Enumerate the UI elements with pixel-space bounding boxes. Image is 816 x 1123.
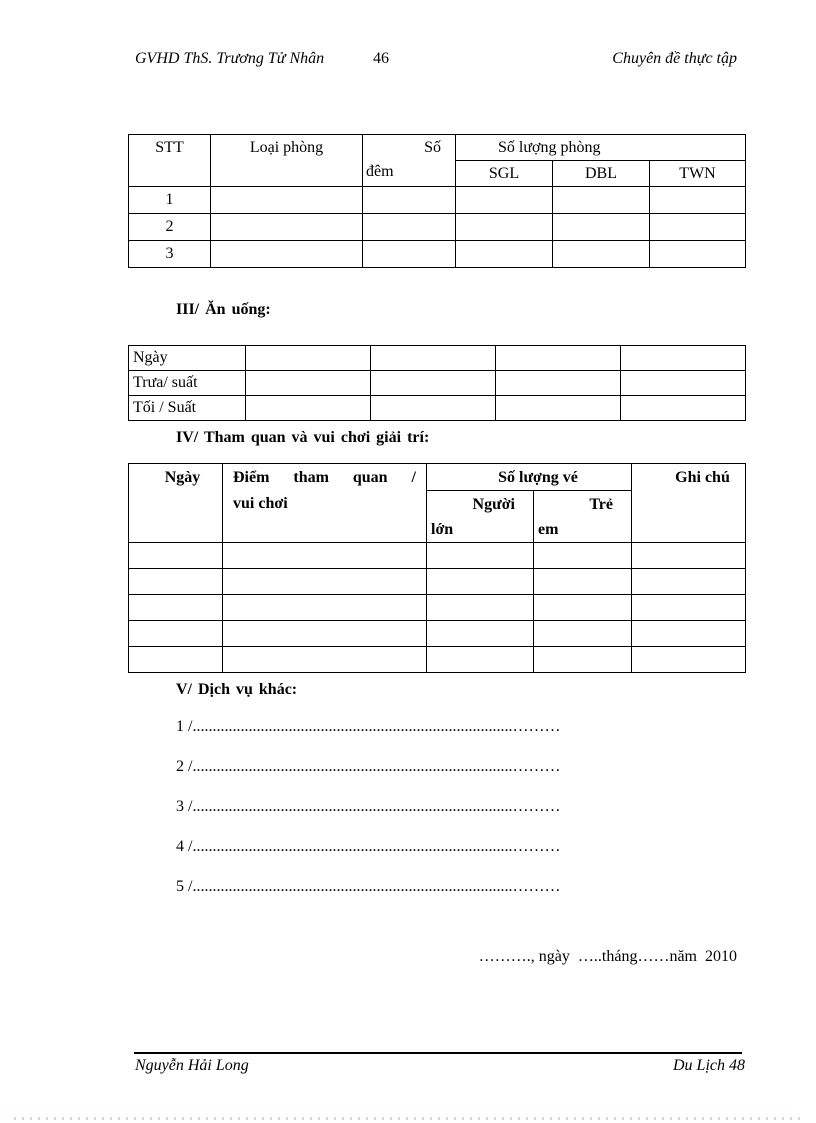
empty-cell: [632, 647, 746, 673]
tour-col-place-line2: vui chơi: [233, 495, 288, 512]
empty-cell: [650, 214, 746, 241]
room-col-dbl: DBL: [553, 161, 650, 187]
empty-cell: [496, 346, 621, 371]
empty-cell: [427, 621, 534, 647]
empty-cell: [371, 371, 496, 396]
empty-cell: [246, 346, 371, 371]
room-row-number: 2: [129, 214, 211, 241]
service-line-number: 4 /: [176, 838, 193, 855]
room-col-type: Loại phòng: [211, 135, 363, 187]
empty-cell: [496, 396, 621, 421]
service-line: [176, 797, 560, 817]
dotted-leader: ................................................................................………: [192, 838, 561, 855]
footer-class: Du Lịch 48: [673, 1057, 745, 1074]
empty-cell: [621, 371, 746, 396]
room-row-number: 3: [129, 241, 211, 268]
dotted-leader: ................................................................................………: [192, 798, 561, 815]
empty-cell: [211, 214, 363, 241]
empty-cell: [363, 187, 456, 214]
section-title-meals: III/ Ăn uống:: [176, 301, 271, 318]
empty-cell: [427, 569, 534, 595]
room-col-nights-line1: Số: [424, 139, 441, 156]
tour-col-adult-line2: lớn: [431, 521, 454, 538]
empty-cell: [534, 647, 632, 673]
empty-cell: [129, 647, 223, 673]
empty-cell: [427, 595, 534, 621]
tour-col-adult-line1: Người: [472, 496, 515, 513]
empty-cell: [363, 214, 456, 241]
empty-cell: [246, 396, 371, 421]
section-title-services: V/ Dịch vụ khác:: [176, 681, 298, 698]
room-table: [128, 134, 746, 268]
empty-cell: [223, 647, 427, 673]
room-col-nights-line2: đêm: [366, 163, 394, 180]
empty-cell: [223, 569, 427, 595]
tour-col-child-line2: em: [538, 521, 559, 538]
header-advisor: GVHD ThS. Trương Tử Nhân: [135, 50, 325, 67]
empty-cell: [553, 214, 650, 241]
tour-col-note: Ghi chú: [632, 464, 746, 543]
empty-cell: [246, 371, 371, 396]
empty-cell: [371, 346, 496, 371]
empty-cell: [427, 647, 534, 673]
word: /: [411, 469, 416, 486]
room-col-qty: Số lượng phòng: [456, 135, 746, 161]
empty-cell: [621, 396, 746, 421]
section-title-tour: IV/ Tham quan và vui chơi giải trí:: [176, 429, 430, 446]
empty-cell: [496, 371, 621, 396]
header-doc-title: Chuyên đề thực tập: [612, 50, 737, 67]
tour-col-child-line1: Trẻ: [589, 496, 613, 513]
empty-cell: [553, 241, 650, 268]
word: quan: [352, 469, 388, 486]
empty-cell: [129, 569, 223, 595]
empty-cell: [223, 621, 427, 647]
empty-cell: [534, 569, 632, 595]
meals-row-label: Tối / Suất: [129, 396, 246, 421]
tour-col-adult: [427, 491, 534, 543]
tour-table: [128, 463, 746, 673]
service-line: [176, 837, 560, 857]
empty-cell: [534, 543, 632, 569]
empty-cell: [632, 543, 746, 569]
empty-cell: [363, 241, 456, 268]
empty-cell: [371, 396, 496, 421]
empty-cell: [632, 569, 746, 595]
empty-cell: [650, 187, 746, 214]
empty-cell: [553, 187, 650, 214]
dotted-leader: ................................................................................………: [192, 878, 561, 895]
header-page-number: 46: [373, 50, 389, 67]
empty-cell: [223, 595, 427, 621]
empty-cell: [456, 241, 553, 268]
word: Điểm: [233, 469, 270, 486]
empty-cell: [534, 595, 632, 621]
empty-cell: [129, 543, 223, 569]
empty-cell: [129, 621, 223, 647]
page-break-dotted-line: [14, 1117, 802, 1120]
tour-col-place-line1: [223, 465, 426, 490]
footer-rule: [134, 1052, 742, 1054]
empty-cell: [427, 543, 534, 569]
service-line: [176, 717, 560, 737]
empty-cell: [621, 346, 746, 371]
room-col-twn: TWN: [650, 161, 746, 187]
empty-cell: [456, 214, 553, 241]
service-line: [176, 877, 560, 897]
room-row-number: 1: [129, 187, 211, 214]
word: tham: [293, 469, 329, 486]
room-col-stt: STT: [129, 135, 211, 187]
service-line-number: 1 /: [176, 718, 193, 735]
meals-table: [128, 345, 746, 421]
service-line-number: 5 /: [176, 878, 193, 895]
empty-cell: [223, 543, 427, 569]
room-col-nights: [363, 135, 456, 187]
empty-cell: [211, 241, 363, 268]
empty-cell: [456, 187, 553, 214]
tour-col-tickets: Số lượng vé: [427, 464, 632, 491]
meals-row-label: Ngày: [129, 346, 246, 371]
dotted-leader: ................................................................................………: [192, 718, 561, 735]
room-col-sgl: SGL: [456, 161, 553, 187]
service-line-number: 2 /: [176, 758, 193, 775]
empty-cell: [632, 621, 746, 647]
tour-col-child: [534, 491, 632, 543]
empty-cell: [632, 595, 746, 621]
empty-cell: [129, 595, 223, 621]
empty-cell: [650, 241, 746, 268]
empty-cell: [534, 621, 632, 647]
tour-col-day: Ngày: [129, 464, 223, 543]
footer-author: Nguyễn Hải Long: [135, 1057, 249, 1074]
empty-cell: [211, 187, 363, 214]
tour-col-place: [223, 464, 427, 543]
signature-date-line: ………., ngày …..tháng……năm 2010: [478, 948, 737, 965]
dotted-leader: ................................................................................………: [192, 758, 561, 775]
service-line: [176, 757, 560, 777]
service-line-number: 3 /: [176, 798, 193, 815]
meals-row-label: Trưa/ suất: [129, 371, 246, 396]
